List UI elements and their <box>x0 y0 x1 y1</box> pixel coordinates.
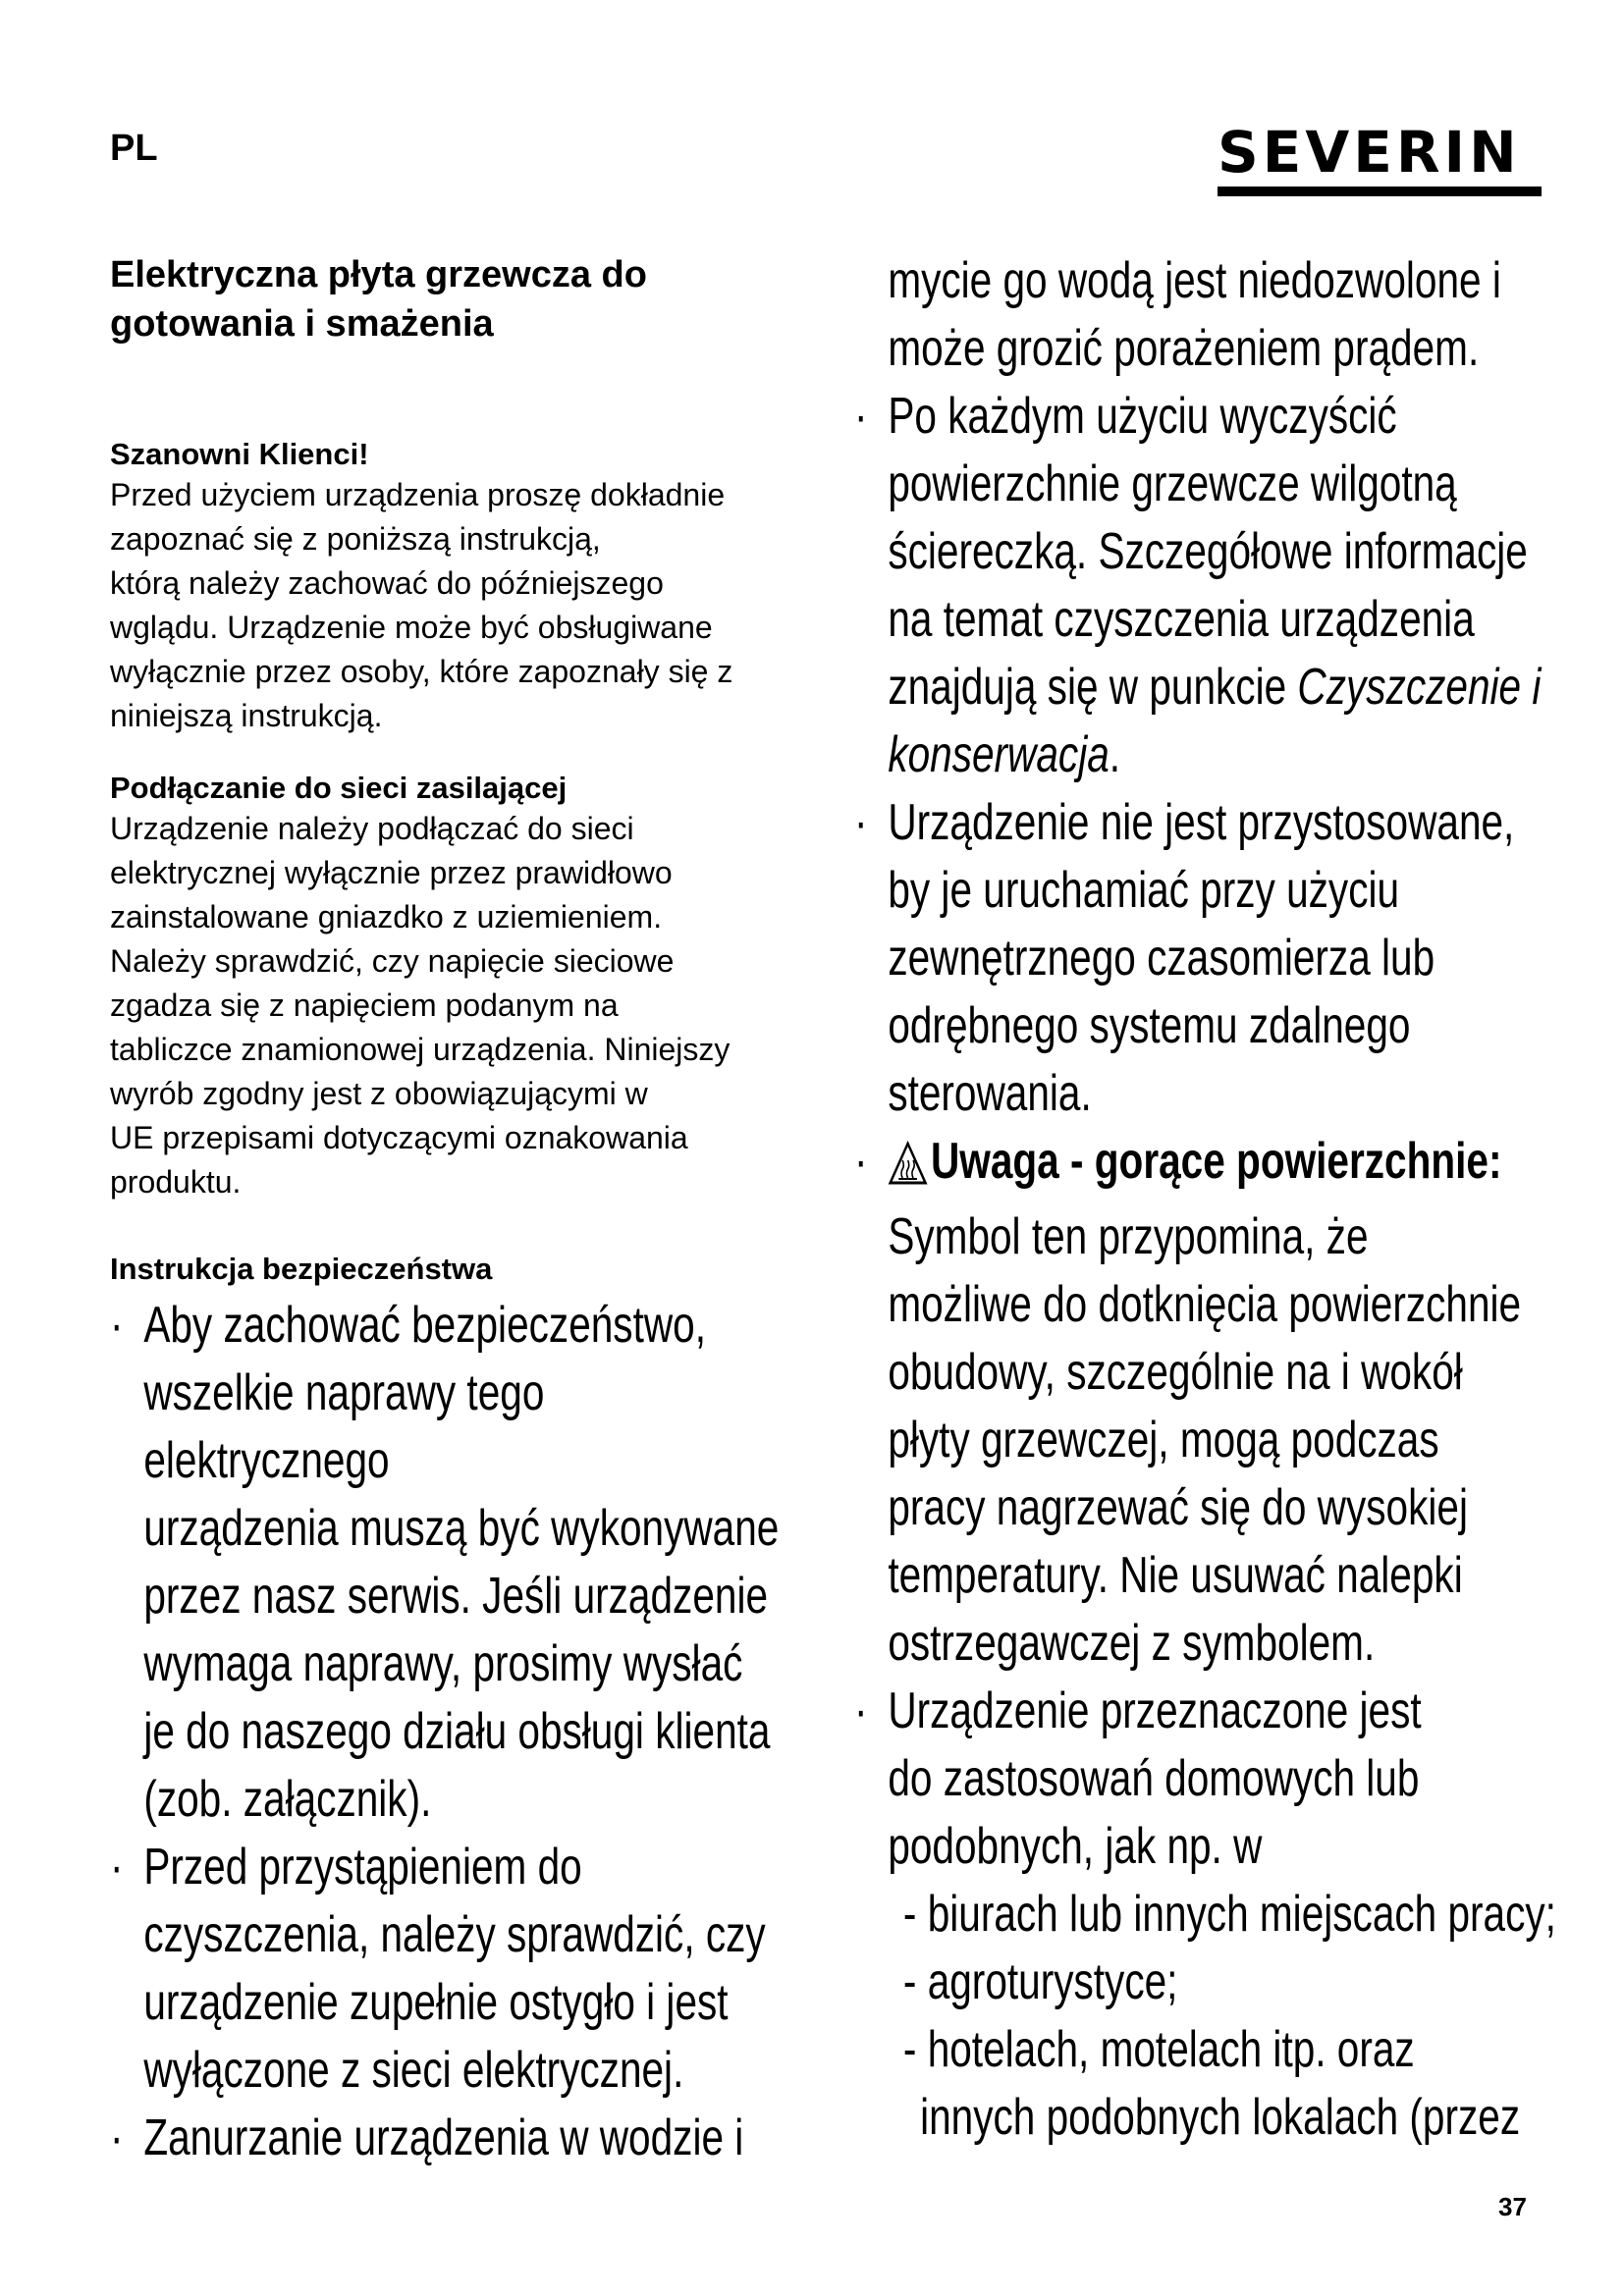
safety-item-timer: · Urządzenie nie jest przystosowane, by je uruchamiać przy użyciu zewnętrznego czasomierza lub odrębnego systemu zdalnego sterowania. <box>854 789 1562 1128</box>
bullet-icon: · <box>110 1839 124 1896</box>
safety-item-after-use: · Po każdym użyciu wyczyścić powierzchnie grzewcze wilgotną ściereczką. Szczegółowe informacje na temat czyszczenia urządzenia znajdują się w punkcie Czyszczenie i konserwacja. <box>854 383 1562 789</box>
bullet-icon: · <box>110 2109 124 2166</box>
greeting-paragraph: Przed użyciem urządzenia proszę dokładnie zapoznać się z poniższą instrukcją, którą należy zachować do późniejszego wglądu. Urządzenie może być obsługiwane wyłącznie przez osoby, które zapoznały się z niniejszą instrukcją. <box>110 477 733 733</box>
left-column <box>110 250 797 2172</box>
language-code: PL <box>110 128 158 169</box>
water-continuation: mycie go wodą jest niedozwolone i może grozić porażeniem prądem. <box>888 252 1501 377</box>
safety-item-hot-surfaces: · Uwaga - gorące powierzchnie: Symbol ten przypomina, że możliwe do dotknięcia powierzchnie obudowy, szczególnie na i wokół płyty grzewczej, mogą podczas pracy nagrzewać się do wysokiej temperatury. Nie usuwać nalepki ostrzegawczej z symbolem. <box>854 1128 1562 1678</box>
document-title: Elektryczna płyta grzewcza do gotowania i smażenia <box>110 254 647 345</box>
bullet-icon: · <box>110 1297 124 1354</box>
bullet-icon: · <box>854 1682 868 1739</box>
warning-title: Uwaga - gorące powierzchnie: <box>931 1133 1502 1190</box>
right-column <box>854 247 1561 2152</box>
safety-item-household-use: · Urządzenie przeznaczone jest do zastosowań domowych lub podobnych, jak np. w <box>854 1678 1562 1881</box>
bullet-icon: · <box>854 388 868 445</box>
bullet-icon: · <box>854 794 868 851</box>
bullet-icon: · <box>854 1133 868 1190</box>
hot-surface-warning-icon <box>888 1136 928 1203</box>
page-number: 37 <box>1498 2192 1527 2221</box>
greeting-heading: Szanowni Klienci! <box>110 437 369 471</box>
brand-name: SEVERIN <box>1218 119 1521 186</box>
severin-logo <box>1218 119 1542 196</box>
power-connection-heading: Podłączanie do sieci zasilającej <box>110 771 568 805</box>
household-use-sublist: - biurach lub innych miejscach pracy; - agroturystyce; - hotelach, motelach itp. oraz innych podobnych lokalach (przez <box>902 1886 1556 2146</box>
logo-underline <box>1218 187 1542 196</box>
safety-heading: Instrukcja bezpieczeństwa <box>110 1252 493 1286</box>
safety-item-water: · Zanurzanie urządzenia w wodzie i <box>110 2105 798 2172</box>
safety-list-left <box>110 1292 798 2172</box>
safety-item-cleaning: · Przed przystąpieniem do czyszczenia, należy sprawdzić, czy urządzenie zupełnie ostygło i jest wyłączone z sieci elektrycznej. <box>110 1834 798 2105</box>
safety-list-right <box>854 247 1562 2152</box>
safety-item-repairs: · Aby zachować bezpieczeństwo, wszelkie naprawy tego elektrycznego urządzenia muszą być wykonywane przez nasz serwis. Jeśli urządzenie wymaga naprawy, prosimy wysłać je do naszego działu obsługi klienta (zob. załącznik). <box>110 1292 798 1834</box>
power-connection-paragraph: Urządzenie należy podłączać do sieci elektrycznej wyłącznie przez prawidłowo zainstalowane gniazdko z uziemieniem. Należy sprawdzić, czy napięcie sieciowe zgadza się z napięciem podanym na tabliczce znamionowej urządzenia. Niniejszy wyrób zgodny jest z obowiązującymi w UE przepisami dotyczącymi oznakowania produktu. <box>110 811 731 1200</box>
